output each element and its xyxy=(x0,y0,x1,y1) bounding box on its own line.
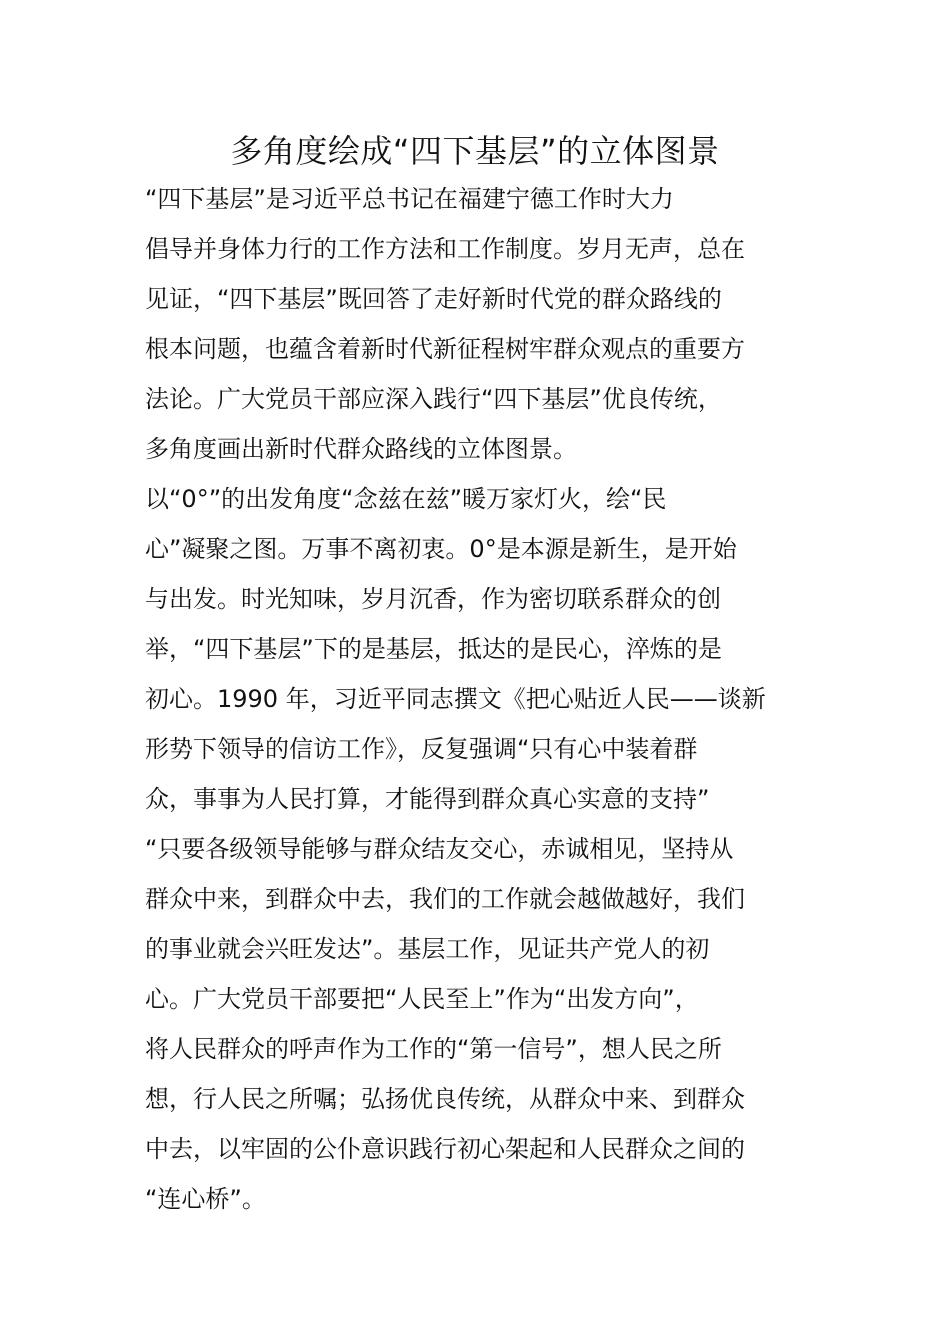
text-line: “只要各级领导能够与群众结友交心，赤诚相见，坚持从 xyxy=(145,835,734,863)
text-line: 多角度画出新时代群众路线的立体图景。 xyxy=(145,435,577,463)
text-line: 以“0°”的出发角度“念兹在兹”暖万家灯火，绘“民 xyxy=(145,485,667,513)
text-line: 心。广大党员干部要把“人民至上”作为“出发方向”， xyxy=(145,985,699,1013)
text-line: 见证，“四下基层”既回答了走好新时代党的群众路线的 xyxy=(145,285,722,313)
text-line: 初心。1990 年，习近平同志撰文《把心贴近人民——谈新 xyxy=(145,685,766,713)
text-line: 将人民群众的呼声作为工作的“第一信号”，想人民之所 xyxy=(145,1035,722,1063)
text-line: 想，行人民之所嘱；弘扬优良传统，从群众中来、到群众 xyxy=(145,1085,745,1113)
text-line: 举，“四下基层”下的是基层，抵达的是民心，淬炼的是 xyxy=(145,635,722,663)
text-line: 倡导并身体力行的工作方法和工作制度。岁月无声，总在 xyxy=(145,235,745,263)
text-line: “连心桥”。 xyxy=(145,1185,266,1213)
text-line: 的事业就会兴旺发达”。基层工作，见证共产党人的初 xyxy=(145,935,710,963)
text-line: 众，事事为人民打算，才能得到群众真心实意的支持” xyxy=(145,785,710,813)
text-line: 与出发。时光知味，岁月沉香，作为密切联系群众的创 xyxy=(145,585,721,613)
text-line: 群众中来，到群众中去，我们的工作就会越做越好，我们 xyxy=(145,885,745,913)
text-line: 形势下领导的信访工作》，反复强调“只有心中装着群 xyxy=(145,735,698,763)
text-line: “四下基层”是习近平总书记在福建宁德工作时大力 xyxy=(145,185,674,213)
document-title: 多角度绘成“四下基层”的立体图景 xyxy=(230,132,720,170)
text-line: 法论。广大党员干部应深入践行“四下基层”优良传统， xyxy=(145,385,722,413)
text-line: 中去，以牢固的公仆意识践行初心架起和人民群众之间的 xyxy=(145,1135,745,1163)
text-line: 心”凝聚之图。万事不离初衷。0°是本源是新生，是开始 xyxy=(145,535,737,563)
text-line: 根本问题，也蕴含着新时代新征程树牢群众观点的重要方 xyxy=(145,335,745,363)
